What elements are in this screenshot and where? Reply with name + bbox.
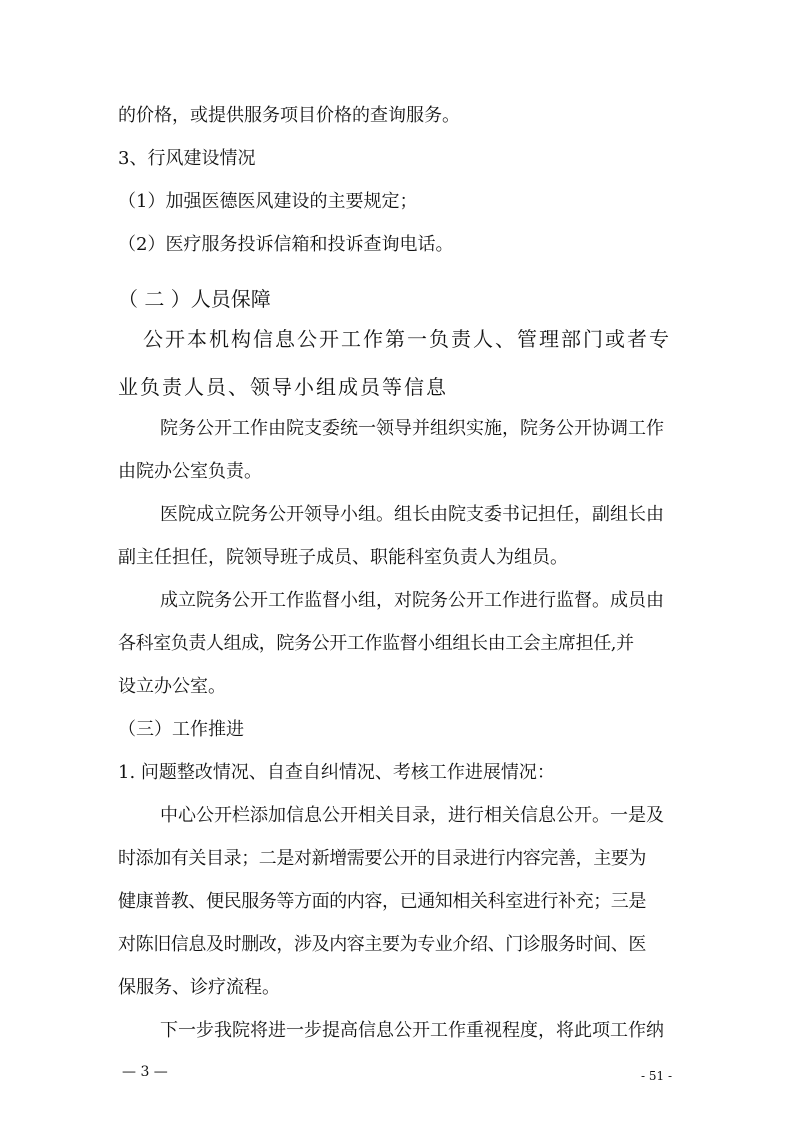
subheading-line: 业负责人员、领导小组成员等信息 xyxy=(118,375,448,399)
list-item: （1）加强医德医风建设的主要规定； xyxy=(118,191,418,212)
subheading-line: 公开本机构信息公开工作第一负责人、管理部门或者专 xyxy=(143,327,671,351)
page-number-right: - 51 - xyxy=(641,1069,673,1083)
body-line: 保服务、诊疗流程。 xyxy=(118,977,280,998)
body-line: 由院办公室负责。 xyxy=(118,461,262,482)
body-line: 院务公开工作由院支委统一领导并组织实施，院务公开协调工作 xyxy=(160,418,664,439)
body-line: 时添加有关目录；二是对新增需要公开的目录进行内容完善，主要为 xyxy=(118,848,646,869)
section-heading: 3、行风建设情况 xyxy=(118,148,256,169)
body-line: 副主任担任，院领导班子成员、职能科室负责人为组员。 xyxy=(118,547,568,568)
list-item: （2）医疗服务投诉信箱和投诉查询电话。 xyxy=(118,234,454,255)
body-line: 健康普教、便民服务等方面的内容，已通知相关科室进行补充；三是 xyxy=(118,891,646,912)
body-line: 设立办公室。 xyxy=(118,676,226,697)
section-heading: （ 二 ）人员保障 xyxy=(118,287,271,311)
body-line: 对陈旧信息及时删改，涉及内容主要为专业介绍、门诊服务时间、医 xyxy=(118,934,646,955)
body-line: 的价格，或提供服务项目价格的查询服务。 xyxy=(118,105,460,126)
section-heading: 1. 问题整改情况、自查自纠情况、考核工作进展情况： xyxy=(118,762,555,783)
body-line: 各科室负责人组成，院务公开工作监督小组组长由工会主席担任,并 xyxy=(118,633,634,654)
page-number-left: — 3 — xyxy=(122,1064,168,1080)
section-heading: （三）工作推进 xyxy=(118,719,244,740)
body-line: 下一步我院将进一步提高信息公开工作重视程度，将此项工作纳 xyxy=(160,1020,664,1041)
body-line: 中心公开栏添加信息公开相关目录，进行相关信息公开。一是及 xyxy=(160,805,664,826)
body-line: 成立院务公开工作监督小组，对院务公开工作进行监督。成员由 xyxy=(160,590,664,611)
body-line: 医院成立院务公开领导小组。组长由院支委书记担任，副组长由 xyxy=(160,504,664,525)
